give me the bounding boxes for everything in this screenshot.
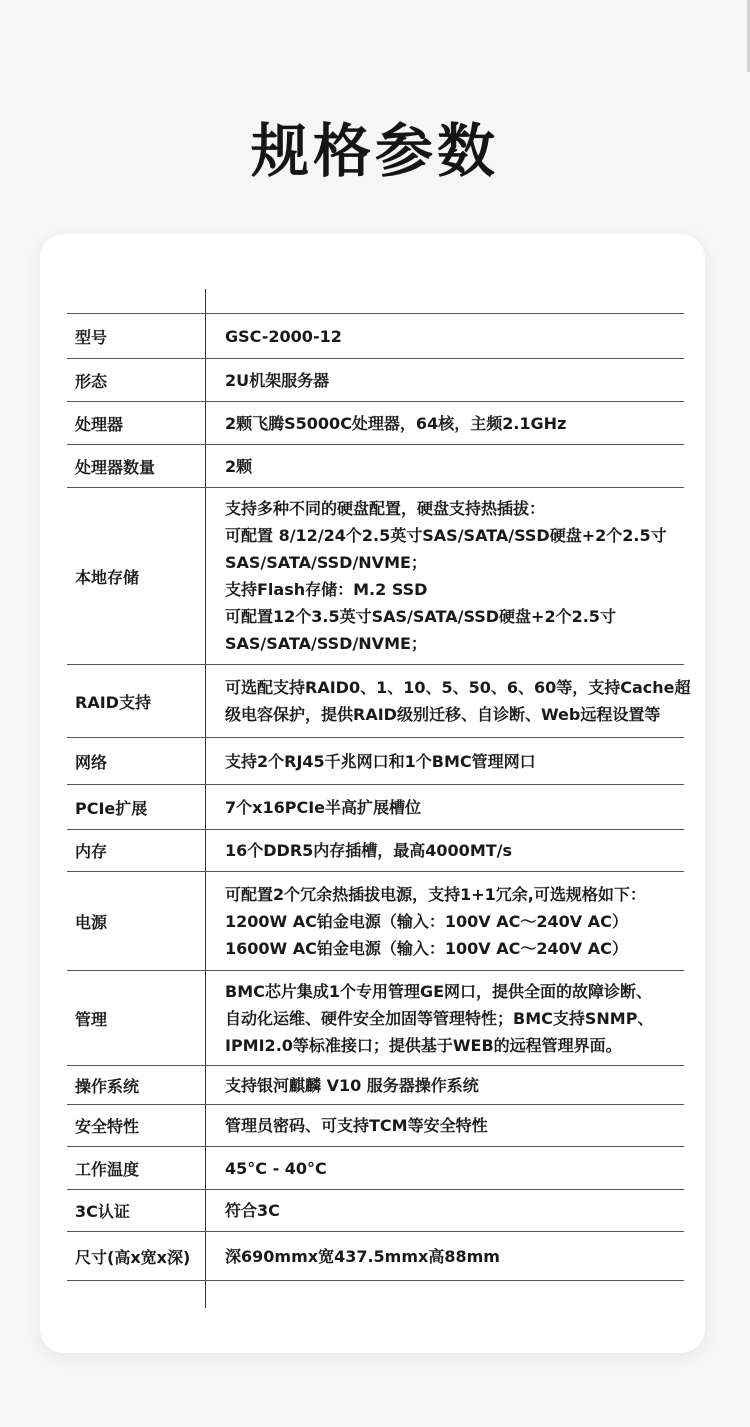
spec-row bbox=[67, 971, 684, 1066]
spec-value-line: 45°C - 40°C bbox=[225, 1158, 327, 1178]
spec-value bbox=[205, 1190, 684, 1231]
page-title: 规格参数 bbox=[250, 117, 499, 185]
spec-value bbox=[205, 402, 684, 444]
spec-value-line: BMC芯片集成1个专用管理GE网口，提供全面的故障诊断、 bbox=[225, 981, 653, 1001]
spec-value-line: 支持Flash存储：M.2 SSD bbox=[225, 580, 428, 599]
spec-label: 网络 bbox=[75, 752, 108, 772]
spec-value bbox=[205, 665, 691, 737]
spec-value-line: 可配置 8/12/24个2.5英寸SAS/SATA/SSD硬盘+2个2.5寸 bbox=[225, 526, 667, 545]
spec-value bbox=[205, 445, 684, 487]
spec-row bbox=[67, 1066, 684, 1105]
spec-value-line: 16个DDR5内存插槽，最高4000MT/s bbox=[225, 841, 513, 860]
spec-value-line: 可配置2个冗余热插拔电源，支持1+1冗余,可选规格如下： bbox=[225, 884, 646, 904]
spec-value-line: 支持2个RJ45千兆网口和1个BMC管理网口 bbox=[225, 751, 536, 771]
spec-value-line: 级电容保护，提供RAID级别迁移、自诊断、Web远程设置等 bbox=[225, 705, 661, 724]
spec-value-line: 2颗 bbox=[225, 456, 253, 476]
spec-value bbox=[205, 738, 684, 784]
spec-value bbox=[205, 1105, 684, 1146]
spec-label: 本地存储 bbox=[75, 567, 140, 587]
spec-row bbox=[67, 665, 691, 738]
spec-value bbox=[205, 785, 684, 829]
spec-value bbox=[205, 359, 684, 401]
spec-value bbox=[205, 1066, 684, 1104]
spec-value bbox=[205, 1147, 684, 1189]
spec-value-line: 2U机架服务器 bbox=[225, 370, 330, 390]
spec-label: 操作系统 bbox=[75, 1076, 140, 1096]
spec-value-line: SAS/SATA/SSD/NVME； bbox=[225, 634, 427, 653]
spec-label: RAID支持 bbox=[75, 692, 151, 712]
spec-value bbox=[205, 488, 684, 664]
spec-value-line: GSC-2000-12 bbox=[225, 326, 342, 346]
spec-table bbox=[67, 289, 691, 1281]
spec-value bbox=[205, 830, 684, 871]
spec-row bbox=[67, 738, 684, 785]
spec-value bbox=[205, 872, 684, 970]
spec-row bbox=[67, 1147, 684, 1190]
spec-row bbox=[67, 830, 684, 872]
spec-row bbox=[67, 445, 684, 488]
spec-row bbox=[67, 1232, 684, 1281]
spec-value bbox=[205, 314, 684, 358]
spec-row bbox=[67, 1190, 684, 1232]
spec-row bbox=[67, 785, 684, 830]
spec-value-line: IPMI2.0等标准接口；提供基于WEB的远程管理界面。 bbox=[225, 1035, 622, 1055]
spec-label: 尺寸(高x宽x深) bbox=[75, 1247, 191, 1267]
spec-value bbox=[205, 1232, 684, 1280]
spec-label: 工作温度 bbox=[75, 1159, 140, 1179]
spec-label: 电源 bbox=[75, 912, 108, 932]
spec-value-line: 可选配支持RAID0、1、10、5、50、6、60等，支持Cache超 bbox=[225, 678, 691, 697]
spec-value-line: 7个x16PCIe半高扩展槽位 bbox=[225, 797, 421, 817]
spec-row bbox=[67, 314, 684, 359]
spec-label: 安全特性 bbox=[75, 1117, 140, 1136]
table-header-gap bbox=[67, 289, 684, 314]
spec-label: 处理器数量 bbox=[75, 457, 156, 477]
spec-value-line: SAS/SATA/SSD/NVME； bbox=[225, 553, 427, 572]
spec-value-line: 可配置12个3.5英寸SAS/SATA/SSD硬盘+2个2.5寸 bbox=[225, 607, 616, 626]
spec-value-line: 1200W AC铂金电源（输入：100V AC～240V AC） bbox=[225, 911, 628, 931]
spec-label: 内存 bbox=[75, 842, 108, 861]
spec-label: PCIe扩展 bbox=[75, 798, 148, 818]
spec-label: 3C认证 bbox=[75, 1202, 130, 1221]
spec-value-line: 1600W AC铂金电源（输入：100V AC～240V AC） bbox=[225, 938, 628, 958]
spec-row bbox=[67, 488, 684, 665]
spec-row bbox=[67, 359, 684, 402]
spec-value-line: 符合3C bbox=[225, 1201, 280, 1220]
spec-value bbox=[205, 971, 684, 1065]
spec-value-line: 支持多种不同的硬盘配置，硬盘支持热插拔： bbox=[225, 499, 546, 518]
spec-value-line: 管理员密码、可支持TCM等安全特性 bbox=[225, 1116, 488, 1135]
spec-row bbox=[67, 1105, 684, 1147]
spec-row bbox=[67, 402, 684, 445]
spec-label: 处理器 bbox=[75, 414, 124, 434]
spec-label: 形态 bbox=[75, 371, 108, 391]
spec-label: 管理 bbox=[75, 1009, 108, 1029]
spec-value-line: 自动化运维、硬件安全加固等管理特性；BMC支持SNMP、 bbox=[225, 1008, 654, 1028]
spec-value-line: 深690mmx宽437.5mmx高88mm bbox=[225, 1246, 500, 1266]
spec-label: 型号 bbox=[75, 327, 108, 347]
spec-row bbox=[67, 872, 684, 971]
spec-value-line: 2颗飞腾S5000C处理器，64核，主频2.1GHz bbox=[225, 413, 567, 433]
spec-value-line: 支持银河麒麟 V10 服务器操作系统 bbox=[225, 1075, 479, 1095]
